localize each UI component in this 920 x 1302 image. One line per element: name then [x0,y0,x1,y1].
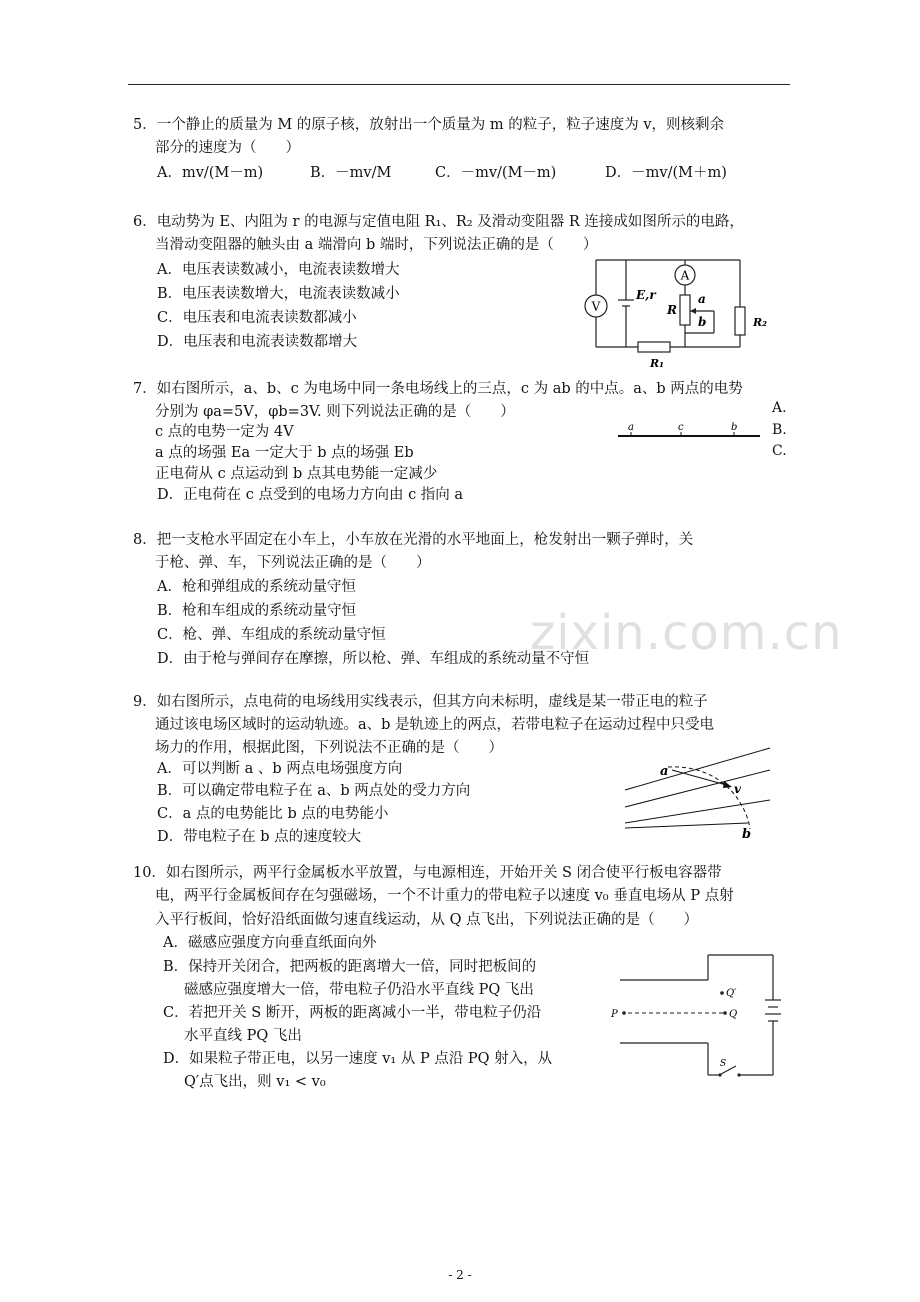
q8-option-d: D．由于枪与弹间存在摩擦，所以枪、弹、车组成的系统动量不守恒 [157,651,590,667]
q9-stem-line1: 9．如右图所示，点电荷的电场线用实线表示，但其方向未标明，虚线是某一带正电的粒子 [133,694,708,710]
q10-option-b-line2: 磁感应强度增大一倍，带电粒子仍沿水平直线 PQ 飞出 [184,982,534,998]
q6-source-label: E,r [636,288,656,302]
q6-option-a: A．电压表读数减小，电流表读数增大 [157,262,400,278]
q7-stem-line2: 分别为 φa=5V，φb=3V. 则下列说法正确的是（ ） [155,404,515,420]
q8-option-c: C．枪、弹、车组成的系统动量守恒 [157,627,386,643]
q5-option-c: C．－mv/(M－m) [435,165,557,181]
q7-point-b-label: b [731,422,738,433]
q9-velocity-label: v [734,782,741,796]
q10-stem-line3: 入平行板间，恰好沿纸面做匀速直线运动，从 Q 点飞出，下列说法正确的是（ ） [155,912,699,928]
q6-option-b: B．电压表读数增大，电流表读数减小 [157,286,400,302]
q9-point-a-label: a [660,764,669,779]
q9-option-d: D．带电粒子在 b 点的速度较大 [157,829,362,845]
q10-option-b-line1: B．保持开关闭合，把两板的距离增大一倍，同时把板间的 [163,959,537,975]
q6-ammeter-label: A [680,268,690,283]
q10-option-c-line2: 水平直线 PQ 飞出 [184,1028,302,1044]
q9-field-trajectory-diagram [620,745,775,840]
q7-point-a-label: a [628,422,634,433]
q6-stem-line2: 当滑动变阻器的触头由 a 端滑向 b 端时，下列说法正确的是（ ） [155,237,598,253]
q5-stem-line1: 5．一个静止的质量为 M 的原子核，放射出一个质量为 m 的粒子，粒子速度为 v，则核剩余 [133,117,725,133]
q9-option-c: C．a 点的电势能比 b 点的电势能小 [157,806,389,822]
q7-option-c: 正电荷从 c 点运动到 b 点其电势能一定减少 [155,466,438,482]
q10-stem-line2: 电，两平行金属板间存在匀强磁场，一个不计重力的带电粒子以速度 v₀ 垂直电场从 P 点射 [155,888,734,904]
header-rule [128,84,790,85]
q6-option-d: D．电压表和电流表读数都增大 [157,334,358,350]
q5-option-b: B．－mv/M [310,165,392,181]
q6-option-c: C．电压表和电流表读数都减小 [157,310,357,326]
q9-option-b: B．可以确定带电粒子在 a、b 两点处的受力方向 [157,783,471,799]
q7-side-label-c: C. [772,443,787,459]
q10-option-c-line1: C．若把开关 S 断开，两板的距离减小一半，带电粒子仍沿 [163,1005,542,1021]
page-number: - 2 - [448,1268,472,1282]
q9-point-b-label: b [742,827,752,840]
q10-stem-line1: 10．如右图所示，两平行金属板水平放置，与电源相连，开始开关 S 闭合使平行板电容器带 [133,865,722,881]
q9-stem-line3: 场力的作用，根据此图，下列说法不正确的是（ ） [155,740,503,756]
q7-point-c-label: c [678,422,684,433]
q10-point-p-label: P [611,1009,618,1020]
q10-point-qprime-label: Q′ [726,988,737,999]
q8-option-a: A．枪和弹组成的系统动量守恒 [157,579,356,595]
q6-terminal-a-label: a [698,292,706,306]
q7-stem-line1: 7．如右图所示，a、b、c 为电场中同一条电场线上的三点，c 为 ab 的中点。a、b 两点的电势 [133,381,743,397]
q6-rheostat-label: R [667,303,677,317]
q6-r1-label: R₁ [650,357,664,370]
q6-circuit-diagram [580,255,775,375]
q7-option-a: c 点的电势一定为 4V [155,424,294,440]
q8-stem-line2: 于枪、弹、车，下列说法正确的是（ ） [155,555,431,571]
q10-capacitor-diagram [608,950,788,1080]
q10-switch-label: S [720,1059,727,1069]
q7-option-b: a 点的场强 Ea 一定大于 b 点的场强 Eb [155,445,414,461]
q5-stem-line2: 部分的速度为（ ） [155,140,300,156]
q10-point-q-label: Q [729,1009,738,1020]
q5-option-d: D．－mv/(M＋m) [605,165,727,181]
q6-voltmeter-label: V [591,299,601,314]
q6-stem-line1: 6．电动势为 E、内阻为 r 的电源与定值电阻 R₁、R₂ 及滑动变阻器 R 连接成如图所示的电路， [133,214,744,230]
watermark: zixin.com.cn [530,605,843,661]
q5-option-a: A．mv/(M－m) [157,165,264,181]
q9-stem-line2: 通过该电场区域时的运动轨迹。a、b 是轨迹上的两点，若带电粒子在运动过程中只受电 [155,717,715,733]
q6-terminal-b-label: b [698,315,707,329]
q9-option-a: A．可以判断 a 、b 两点电场强度方向 [157,761,403,777]
q7-field-line-diagram [615,418,765,442]
q7-option-d: D．正电荷在 c 点受到的电场力方向由 c 指向 a [157,487,464,503]
q10-option-d-line2: Q′点飞出，则 v₁ < v₀ [184,1074,326,1090]
q7-side-label-b: B. [772,422,787,438]
q7-side-label-a: A. [772,400,787,416]
q8-option-b: B．枪和车组成的系统动量守恒 [157,603,357,619]
q10-option-d-line1: D．如果粒子带正电，以另一速度 v₁ 从 P 点沿 PQ 射入，从 [163,1051,553,1067]
q6-r2-label: R₂ [753,316,767,329]
q8-stem-line1: 8．把一支枪水平固定在小车上，小车放在光滑的水平地面上，枪发射出一颗子弹时，关 [133,532,694,548]
q10-option-a: A．磁感应强度方向垂直纸面向外 [163,935,377,951]
